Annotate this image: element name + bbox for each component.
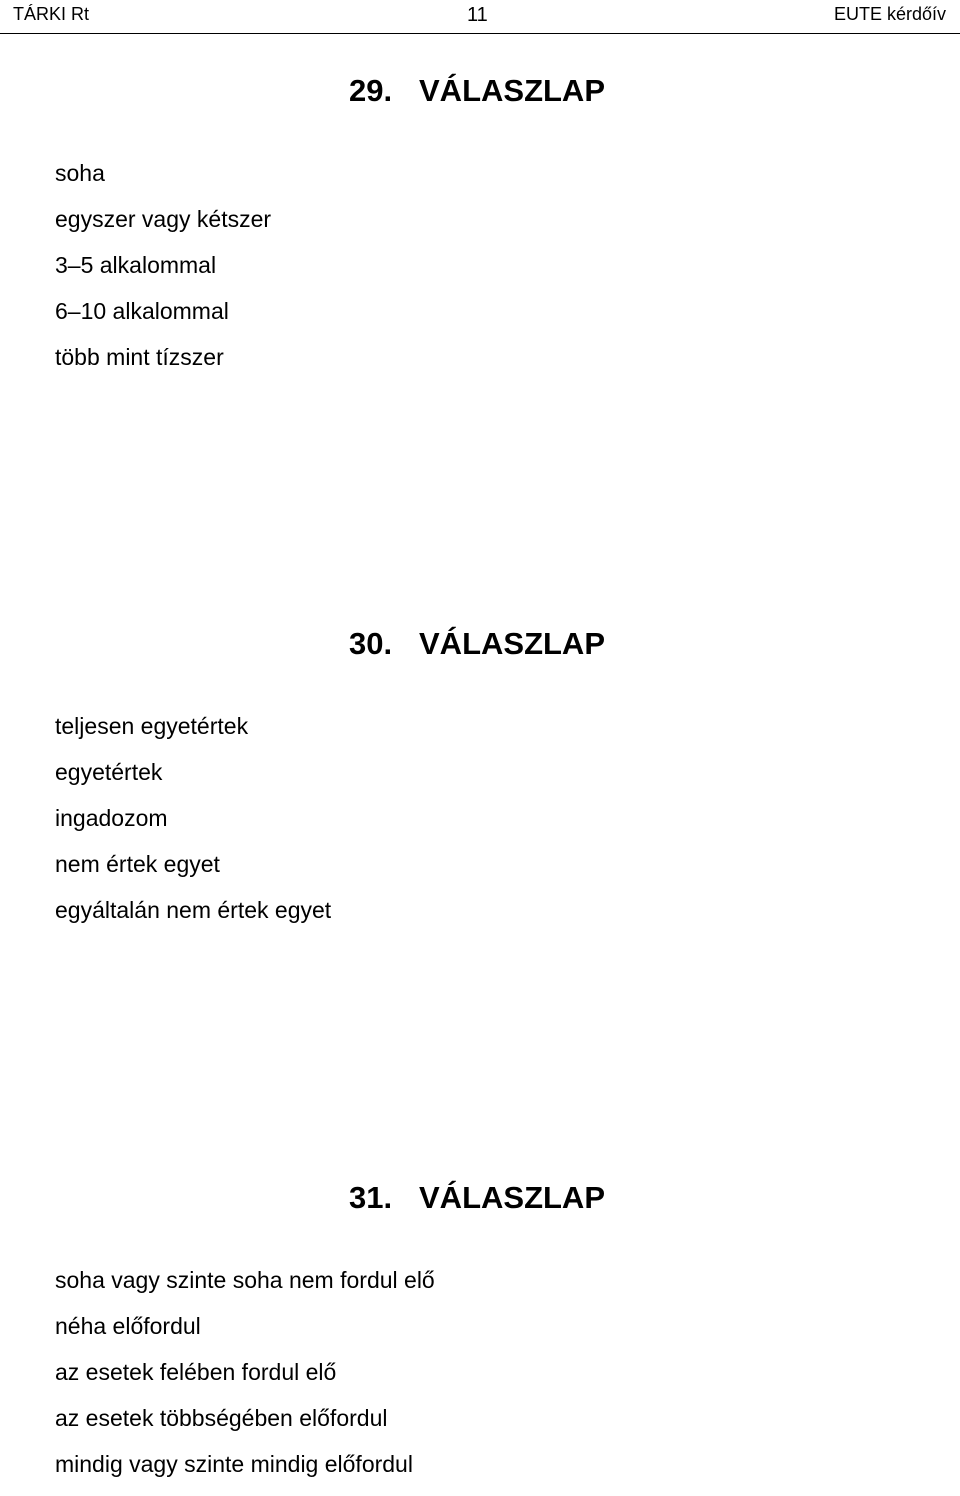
section-title: [349, 73, 605, 109]
header-rule: [0, 33, 960, 34]
header-organization: TÁRKI Rt: [13, 4, 90, 24]
header-document-title: EUTE kérdőív: [833, 4, 946, 24]
answer-option: soha: [55, 160, 105, 186]
answer-option: teljesen egyetértek: [55, 713, 249, 739]
answer-option: 3–5 alkalommal: [55, 252, 217, 278]
answer-options: [55, 159, 271, 389]
answer-options: [55, 1266, 435, 1496]
page-header: [0, 0, 960, 34]
answer-option: az esetek többségében előfordul: [55, 1405, 388, 1431]
section-heading: VÁLASZLAP: [419, 73, 605, 108]
section-number: 31.: [349, 1180, 393, 1215]
section-heading: VÁLASZLAP: [419, 626, 605, 661]
section-heading: VÁLASZLAP: [419, 1180, 605, 1215]
header-page-number: 11: [467, 4, 488, 26]
answer-option: az esetek felében fordul elő: [55, 1359, 337, 1385]
answer-option: soha vagy szinte soha nem fordul elő: [55, 1267, 435, 1293]
answer-option: egyszer vagy kétszer: [55, 206, 272, 232]
answer-option: több mint tízszer: [55, 344, 224, 370]
answer-option: egyáltalán nem értek egyet: [55, 897, 332, 923]
answer-option: nem értek egyet: [55, 851, 220, 877]
answer-option: 6–10 alkalommal: [55, 298, 229, 324]
section-title: [349, 626, 605, 662]
answer-options: [55, 712, 331, 942]
section-number: 29.: [349, 73, 393, 108]
answer-option: néha előfordul: [55, 1313, 201, 1339]
answer-option: ingadozom: [55, 805, 168, 831]
answer-option: mindig vagy szinte mindig előfordul: [55, 1451, 413, 1477]
section-title: [349, 1180, 605, 1216]
answer-option: egyetértek: [55, 759, 163, 785]
section-number: 30.: [349, 626, 393, 661]
